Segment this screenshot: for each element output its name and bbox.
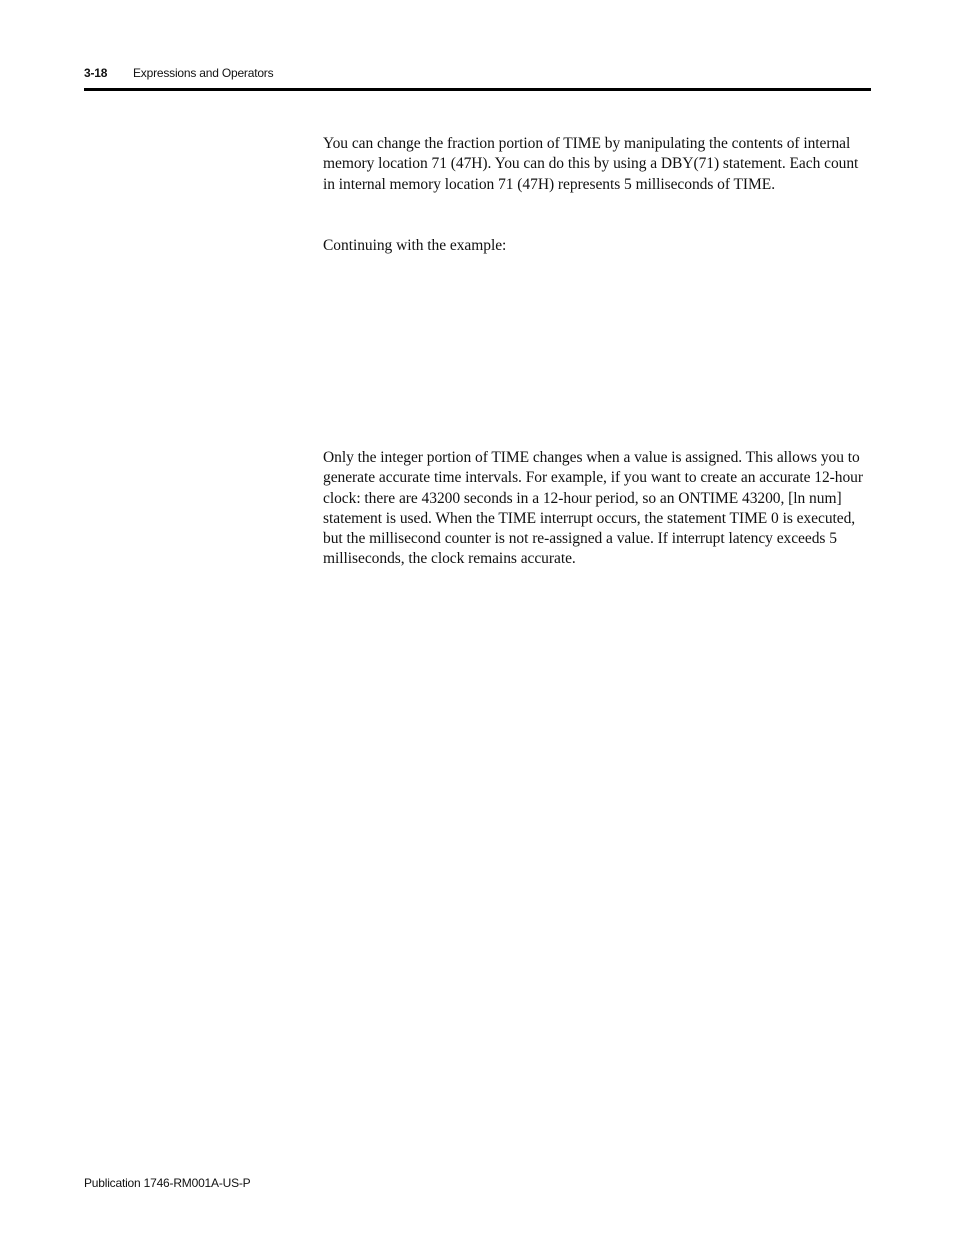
- paragraph-fraction-portion: You can change the fraction portion of TIME by manipulating the contents of internal memory location 71 (47H). You can do this by using a DBY(71) statement. Each count in internal memory location 71 (47H) represents 5 milliseconds of TIME.: [323, 135, 859, 193]
- page-header: [84, 66, 871, 84]
- header-rule: [84, 88, 871, 91]
- page-number: 3-18: [84, 66, 108, 80]
- paragraph-integer-portion: Only the integer portion of TIME changes when a value is assigned. This allows you to generate accurate time intervals. For example, if you want to create an accurate 12-hour clock: there are 43200 seconds in a 12-hour period, so an ONTIME 43200, [ln num] statement is used. When the TIME interrupt occurs, the statement TIME 0 is executed, but the millisecond counter is not re-assigned a value. If interrupt latency exceeds 5 milliseconds, the clock remains accurate.: [323, 449, 863, 568]
- chapter-title: Expressions and Operators: [133, 66, 274, 80]
- publication-footer: Publication 1746-RM001A-US-P: [84, 1176, 251, 1190]
- paragraph-continuing-example: Continuing with the example:: [323, 237, 507, 254]
